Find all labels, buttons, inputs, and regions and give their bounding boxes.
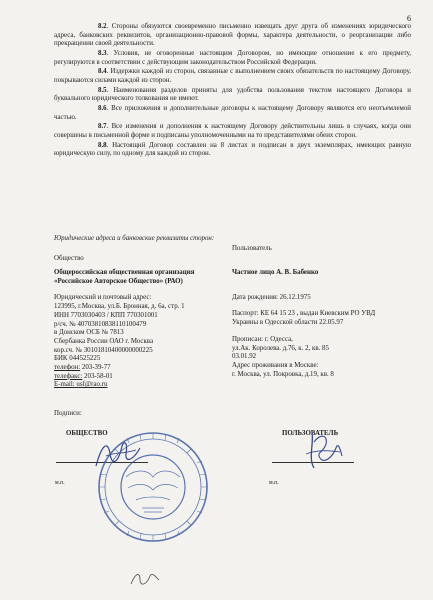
requisite-line: 123995, г.Москва, ул.Б. Бронная, д. 6а, стр. 1 <box>54 303 185 311</box>
phone-line <box>54 364 232 373</box>
registration-line: 03.01.92 <box>232 353 257 361</box>
phone-value: 203-39-77 <box>80 364 111 372</box>
requisite-line: в Донском ОСБ № 7813 <box>54 329 124 337</box>
clause-8-7 <box>54 123 411 140</box>
requisite-line: БИК 044525225 <box>54 355 101 363</box>
phone-label: телефон: <box>54 364 81 372</box>
requisite-line: ИНН 7703030403 / КПП 770301001 <box>54 311 158 319</box>
clause-number: 8.3 <box>98 49 107 57</box>
requisites-title: Юридические адреса и банковские реквизиты сторон: <box>54 235 215 242</box>
clause-text: . Наименования разделов приняты для удобства пользования текстом настоящего Договора и буквального юридического толкования не имеют. <box>54 86 411 103</box>
society-signature-caption: ОБЩЕСТВО <box>66 430 108 437</box>
residence-line: г. Москва, ул. Покровка, д.19, кв. 8 <box>232 370 334 378</box>
page-number: 6 <box>407 14 411 23</box>
spacer <box>232 286 422 294</box>
society-name-line: «Российское Авторское Общество» (РАО) <box>54 277 183 285</box>
email-line <box>54 381 232 390</box>
clause-8-2 <box>54 23 411 49</box>
user-requisites <box>232 269 422 379</box>
left-party-header: Общество <box>54 255 84 262</box>
fax-label: телефакс: <box>54 372 83 380</box>
requisite-line: Сбербанка России ОАО г. Москва <box>54 337 154 345</box>
clause-number: 8.4 <box>98 68 107 76</box>
clause-8-5 <box>54 87 411 104</box>
page-initials-icon <box>128 568 162 590</box>
birth-date: Дата рождения: 26.12.1975 <box>232 293 311 301</box>
requisite-line: Юридический и почтовый адрес: <box>54 294 152 302</box>
signatures-label: Подписи: <box>54 410 82 417</box>
passport-line: Паспорт: КЕ 64 15 23 , выдан Киевским РО УВД <box>232 310 376 318</box>
clause-text: . Стороны обязуются своевременно письменно извещать друг друга об изменениях юридического адреса, банковских реквизитов, организационно-правовой формы, характера деятельности, о реорганизации либо прекращении своей деятельности. <box>54 23 411 48</box>
clause-8-8 <box>54 142 411 159</box>
rao-seal-stamp-icon <box>96 430 210 544</box>
requisite-line: р/сч. № 40703810838110100479 <box>54 320 147 328</box>
fax-value: 203-58-01 <box>82 372 113 380</box>
contract-clauses <box>54 23 411 160</box>
user-stamp-place: м.п. <box>269 480 279 486</box>
user-signature-icon <box>300 428 346 472</box>
right-party-header: Пользователь <box>232 245 272 252</box>
registration-line: ул.Ак. Королева. д.76, к. 2, кв. 85 <box>232 344 329 352</box>
clause-number: 8.7 <box>98 123 107 131</box>
society-requisites <box>54 269 232 390</box>
user-signature-caption: ПОЛЬЗОВАТЕЛЬ <box>282 430 339 437</box>
fax-line <box>54 373 232 382</box>
clause-text: . Все изменения и дополнения к настоящему Договору действительны лишь в случаях, когда они совершены в письменной форме и подписаны уполномоченными на то представителями обеих сторон. <box>54 123 411 140</box>
society-stamp-place: м.п. <box>55 480 65 486</box>
clause-8-4 <box>54 68 411 85</box>
society-name <box>54 269 232 286</box>
society-name-line: Общероссийская общественная организация <box>54 269 195 276</box>
user-name: Частное лицо А. В. Бабенко <box>232 269 319 276</box>
clause-number: 8.8 <box>98 141 107 149</box>
registration-line: Прописан: г. Одесса, <box>232 335 293 343</box>
clause-number: 8.6 <box>98 105 107 113</box>
clause-8-6 <box>54 105 411 122</box>
spacer <box>232 328 422 336</box>
clause-8-3 <box>54 50 411 67</box>
clause-text: . Настоящий Договор составлен на 8 листах и подписан в двух экземплярах, имеющих равную юридическую силу, по одному для каждой из сторон. <box>54 141 411 158</box>
email-link[interactable]: usf@rao.ru <box>74 381 108 389</box>
residence-line: Адрес проживания в Москве: <box>232 361 319 369</box>
clause-number: 8.2 <box>98 23 107 30</box>
clause-text: . Все приложения и дополнительные договоры к настоящему Договору являются его неотъемлемой частью. <box>54 105 411 121</box>
clause-text: . Издержки каждой из сторон, связанные с выполнением своих обязательств по настоящему Договору, покрываются силами каждой из сторон. <box>54 68 411 84</box>
email-label: E-mail: <box>54 381 75 389</box>
spacer <box>232 302 422 310</box>
requisite-line: кор.сч. № 30101810400000000225 <box>54 346 153 354</box>
passport-line: Украины в Одесской области 22.05.97 <box>232 319 344 327</box>
clause-number: 8.5 <box>98 86 107 94</box>
clause-text: . Условия, не оговоренные настоящим Договором, но имеющие отношение к его предмету, регулируются в соответствии с действующим законодательством Российской Федерации. <box>54 49 411 66</box>
